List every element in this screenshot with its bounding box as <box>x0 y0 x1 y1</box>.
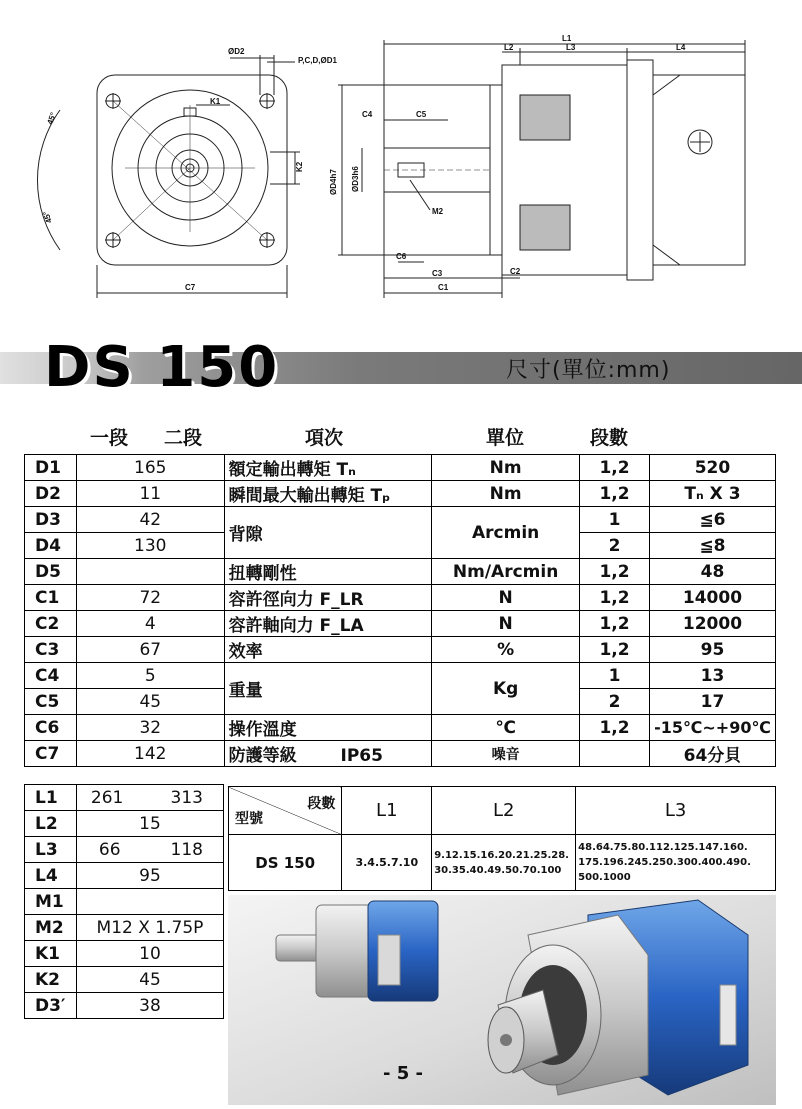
item-cell: 額定輸出轉矩 Tₙ <box>224 455 432 481</box>
header-stages: 段數 <box>590 427 629 449</box>
value-cell <box>76 837 223 863</box>
value-cell: 42 <box>76 507 224 533</box>
label-c4: C4 <box>362 110 373 119</box>
label-od3: ØD3h6 <box>351 166 360 192</box>
stage-cell: 2 <box>580 689 650 715</box>
header-stage2: 二段 <box>164 427 203 449</box>
unit-cell: Arcmin <box>432 507 580 559</box>
code-cell: C4 <box>25 663 77 689</box>
item-cell: 扭轉剛性 <box>224 559 432 585</box>
value-cell: 45 <box>76 967 223 993</box>
model-name: DS 150 <box>229 835 342 891</box>
item-cell <box>224 741 432 767</box>
stage-cell: 1,2 <box>580 559 650 585</box>
stage-cell: 1,2 <box>580 455 650 481</box>
header-item: 項次 <box>305 427 344 449</box>
label-l2: L2 <box>504 43 514 52</box>
result-cell: 14000 <box>649 585 775 611</box>
table-row <box>25 715 776 741</box>
item-cell: 瞬間最大輸出轉矩 Tₚ <box>224 481 432 507</box>
result-cell: -15℃~+90℃ <box>649 715 775 741</box>
result-cell: ≦6 <box>649 507 775 533</box>
header-l2: L2 <box>432 787 576 835</box>
code-cell: K1 <box>25 941 77 967</box>
code-cell: K2 <box>25 967 77 993</box>
technical-drawing <box>0 0 802 310</box>
table-row <box>25 941 224 967</box>
table-row <box>25 585 776 611</box>
item-cell: 操作溫度 <box>224 715 432 741</box>
unit-cell: N <box>432 585 580 611</box>
table-row <box>25 481 776 507</box>
header-stages: 段數 <box>307 796 336 812</box>
stage-cell: 1 <box>580 663 650 689</box>
label-c3: C3 <box>432 269 443 278</box>
value-cell: 142 <box>76 741 224 767</box>
code-cell: L4 <box>25 863 77 889</box>
label-k2: K2 <box>295 161 304 172</box>
small-gearbox <box>276 901 438 1001</box>
label-k1: K1 <box>210 97 221 106</box>
value-stage2: 118 <box>170 839 203 860</box>
ratio-l3-line: 500.1000 <box>578 872 631 883</box>
gearbox-illustration <box>228 895 776 1105</box>
item-cell: 容許軸向力 F_LA <box>224 611 432 637</box>
value-stage2: 313 <box>170 787 203 808</box>
code-cell: D5 <box>25 559 77 585</box>
code-cell: C5 <box>25 689 77 715</box>
unit-cell: Kg <box>432 663 580 715</box>
value-stage1: 66 <box>98 839 121 860</box>
front-view-labels <box>41 47 337 292</box>
label-c2: C2 <box>510 267 521 276</box>
code-cell: D2 <box>25 481 77 507</box>
large-gearbox <box>488 900 748 1095</box>
code-cell: C1 <box>25 585 77 611</box>
protection-value: IP65 <box>340 746 383 766</box>
code-cell: D4 <box>25 533 77 559</box>
result-cell: 48 <box>649 559 775 585</box>
result-cell: 520 <box>649 455 775 481</box>
value-cell: M12 X 1.75P <box>76 915 223 941</box>
result-cell: 12000 <box>649 611 775 637</box>
label-c7: C7 <box>185 283 196 292</box>
value-cell <box>76 559 224 585</box>
stage-cell: 1,2 <box>580 637 650 663</box>
stage-cell: 1 <box>580 507 650 533</box>
label-pcd: P,C,D,ØD1 <box>298 56 337 65</box>
table-row <box>25 837 224 863</box>
table-row <box>25 637 776 663</box>
label-angle-top: 45° <box>45 111 59 126</box>
ratio-l3-line: 175.196.245.250.300.400.490. <box>578 857 751 868</box>
unit-cell: ℃ <box>432 715 580 741</box>
value-cell: 165 <box>76 455 224 481</box>
value-cell: 95 <box>76 863 223 889</box>
value-cell: 15 <box>76 811 223 837</box>
label-angle-bottom: 45° <box>41 209 54 225</box>
result-cell: 95 <box>649 637 775 663</box>
header-l3: L3 <box>576 787 776 835</box>
model-title: DS 150 <box>44 335 280 400</box>
table-row <box>229 787 776 835</box>
table-row <box>25 811 224 837</box>
front-view <box>37 55 300 298</box>
code-cell: C2 <box>25 611 77 637</box>
header-l1: L1 <box>342 787 432 835</box>
label-l3: L3 <box>566 43 576 52</box>
table-row <box>25 967 224 993</box>
value-cell: 45 <box>76 689 224 715</box>
unit-cell: Nm/Arcmin <box>432 559 580 585</box>
value-cell <box>76 889 223 915</box>
label-m2: M2 <box>432 207 444 216</box>
value-cell: 38 <box>76 993 223 1019</box>
unit-cell: N <box>432 611 580 637</box>
value-cell: 32 <box>76 715 224 741</box>
code-cell: L2 <box>25 811 77 837</box>
value-cell: 10 <box>76 941 223 967</box>
header-model: 型號 <box>235 811 263 827</box>
label-od2: ØD2 <box>228 47 245 56</box>
table-row <box>25 785 224 811</box>
ratio-l1: 3.4.5.7.10 <box>342 835 432 891</box>
result-cell: 13 <box>649 663 775 689</box>
code-cell: D3′ <box>25 993 77 1019</box>
value-cell: 67 <box>76 637 224 663</box>
code-cell: C3 <box>25 637 77 663</box>
result-cell: 17 <box>649 689 775 715</box>
protection-label: 防護等級 <box>228 746 297 766</box>
side-view-labels <box>329 34 686 292</box>
code-cell: M2 <box>25 915 77 941</box>
code-cell: L3 <box>25 837 77 863</box>
code-cell: C7 <box>25 741 77 767</box>
code-cell: D3 <box>25 507 77 533</box>
item-cell: 重量 <box>224 663 432 715</box>
label-l1: L1 <box>562 34 572 43</box>
label-l4: L4 <box>676 43 686 52</box>
result-cell: Tₙ X 3 <box>649 481 775 507</box>
ratio-l3-line: 48.64.75.80.112.125.147.160. <box>578 842 748 853</box>
unit-cell: Nm <box>432 481 580 507</box>
ratio-l2-line: 9.12.15.16.20.21.25.28. <box>434 849 569 861</box>
value-stage1: 261 <box>90 787 124 808</box>
value-cell: 11 <box>76 481 224 507</box>
table-row <box>25 611 776 637</box>
label-od4: ØD4h7 <box>329 169 338 195</box>
item-cell: 背隙 <box>224 507 432 559</box>
table-row <box>25 863 224 889</box>
unit-title: 尺寸(單位:mm) <box>506 358 671 383</box>
result-cell: 64分貝 <box>649 741 775 767</box>
table-row <box>25 915 224 941</box>
ratio-l3 <box>576 835 776 891</box>
stage-cell: 1,2 <box>580 481 650 507</box>
spec-table <box>24 454 776 767</box>
label-c6: C6 <box>396 252 407 261</box>
header-stage1: 一段 <box>90 427 129 449</box>
stage-cell: 1,2 <box>580 585 650 611</box>
value-cell: 5 <box>76 663 224 689</box>
table-row <box>25 993 224 1019</box>
table-row <box>229 835 776 891</box>
table-row <box>25 455 776 481</box>
item-cell: 效率 <box>224 637 432 663</box>
code-cell: D1 <box>25 455 77 481</box>
page-number: - 5 - <box>383 1063 423 1084</box>
value-cell: 72 <box>76 585 224 611</box>
ratio-table <box>228 786 776 891</box>
stage-cell <box>580 741 650 767</box>
unit-cell: % <box>432 637 580 663</box>
result-cell: ≦8 <box>649 533 775 559</box>
table-row <box>25 507 776 533</box>
stage-cell: 2 <box>580 533 650 559</box>
item-cell: 容許徑向力 F_LR <box>224 585 432 611</box>
value-cell: 4 <box>76 611 224 637</box>
code-cell: C6 <box>25 715 77 741</box>
code-cell: M1 <box>25 889 77 915</box>
ratio-l2 <box>432 835 576 891</box>
stage-cell: 1,2 <box>580 715 650 741</box>
label-c5: C5 <box>416 110 427 119</box>
label-c1: C1 <box>438 283 449 292</box>
ratio-l2-line: 30.35.40.49.50.70.100 <box>434 864 562 876</box>
code-cell: L1 <box>25 785 77 811</box>
stage-cell: 1,2 <box>580 611 650 637</box>
table-row <box>25 889 224 915</box>
unit-cell: Nm <box>432 455 580 481</box>
header-diagonal-cell <box>229 787 342 835</box>
product-photo <box>228 895 776 1105</box>
noise-label: 噪音 <box>432 741 580 767</box>
value-cell: 130 <box>76 533 224 559</box>
table-row <box>25 559 776 585</box>
value-cell <box>76 785 223 811</box>
length-table <box>24 784 224 1019</box>
table-row <box>25 741 776 767</box>
header-unit: 單位 <box>486 427 525 449</box>
table-row <box>25 663 776 689</box>
